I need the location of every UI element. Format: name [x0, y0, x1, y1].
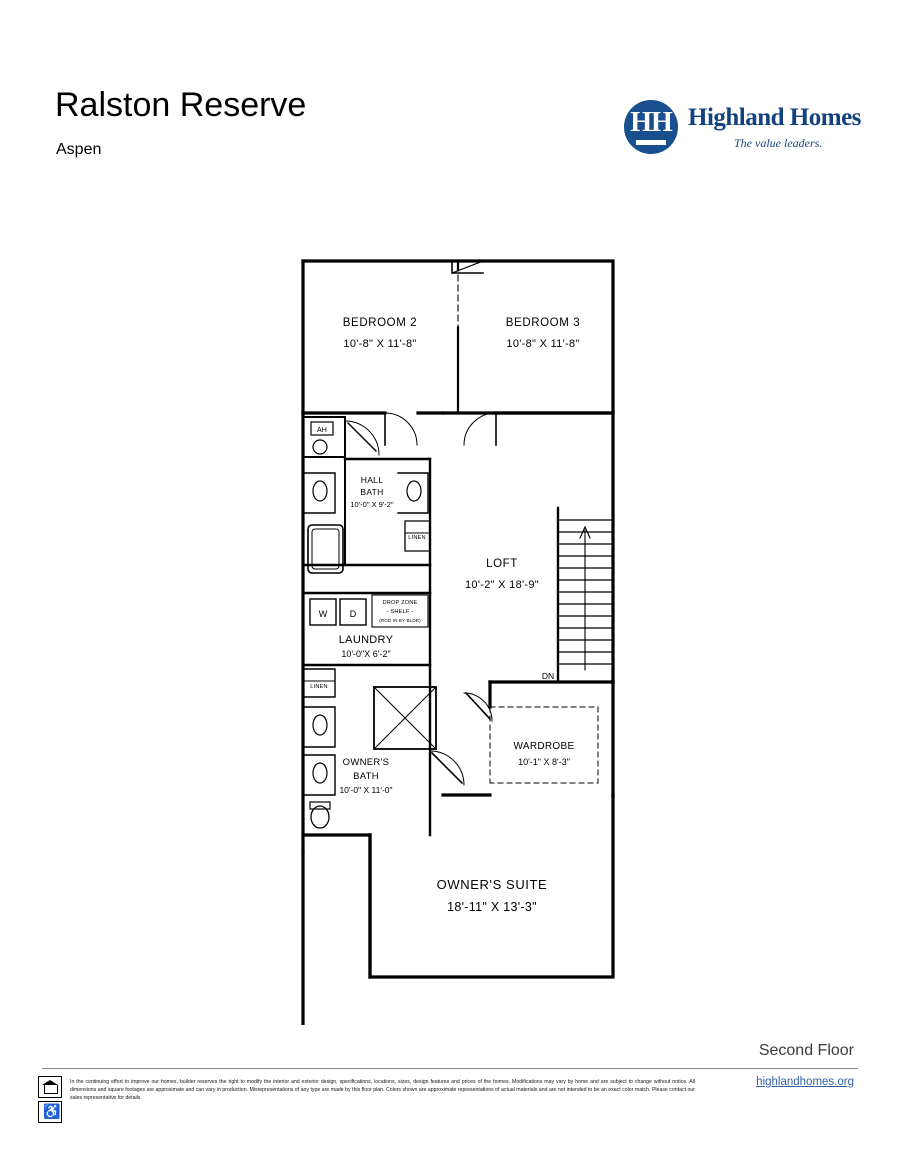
equal-housing-opportunity-icon [38, 1076, 62, 1098]
logo-bar [636, 140, 666, 145]
room-label-owners-suite: OWNER'S SUITE [436, 877, 548, 892]
floor-label: Second Floor [758, 1042, 854, 1059]
plan-name: Aspen [56, 141, 102, 158]
room-dim-bedroom-3: 10'-8" X 11'-8" [506, 338, 580, 350]
label-ah: AH [316, 427, 328, 434]
label-linen-1: LINEN [408, 535, 426, 541]
label-drop-zone-3: (ROD IN BY BLDR) [379, 618, 421, 623]
room-label-hall-bath-line2: BATH [360, 487, 384, 497]
room-label-bedroom-3: BEDROOM 3 [505, 317, 581, 329]
label-drop-zone-1: DROP ZONE [382, 600, 418, 606]
page-title: Ralston Reserve [55, 86, 307, 124]
room-dim-owners-suite: 18'-11" X 13'-3" [447, 900, 537, 914]
footer-badges [38, 1076, 64, 1126]
room-dim-owners-bath: 10'-0" X 11'-0" [339, 785, 393, 795]
room-dim-laundry: 10'-0"X 6'-2" [341, 649, 391, 659]
footer-divider [42, 1068, 858, 1069]
room-label-owners-bath-line1: OWNER'S [342, 757, 390, 768]
room-label-loft: LOFT [486, 558, 518, 570]
floorplan-drawing [0, 195, 900, 1025]
page-header [0, 0, 900, 190]
logo-brand-name: Highland Homes [688, 104, 861, 131]
logo-monogram-icon [624, 100, 678, 154]
brand-logo [624, 100, 861, 162]
room-label-bedroom-2: BEDROOM 2 [342, 317, 418, 329]
room-label-laundry: LAUNDRY [338, 634, 394, 646]
label-dryer: D [349, 609, 357, 619]
logo-tagline: The value leaders. [734, 136, 823, 150]
room-label-wardrobe: WARDROBE [513, 741, 575, 752]
room-dim-bedroom-2: 10'-8" X 11'-8" [343, 338, 417, 350]
room-label-owners-bath-line2: BATH [353, 771, 379, 782]
room-dim-wardrobe: 10'-1" X 8'-3" [518, 757, 570, 767]
label-linen-2: LINEN [310, 684, 328, 690]
room-dim-loft: 10'-2" X 18'-9" [465, 579, 539, 591]
floorplan-svg [0, 195, 900, 1025]
website-link[interactable]: highlandhomes.org [756, 1076, 854, 1088]
accessibility-icon: ♿ [38, 1101, 62, 1123]
label-washer: W [318, 609, 328, 619]
label-drop-zone-2: - SHELF - [386, 609, 414, 615]
logo-monogram-text: HH [630, 107, 672, 138]
room-label-hall-bath-line1: HALL [360, 475, 384, 485]
room-dim-hall-bath: 10'-0" X 9'-2" [350, 500, 394, 509]
disclaimer-text: In the continuing effort to improve our homes, builder reserves the right to modify the interior and exterior design, specifications, locations, sizes, design features and prices of the homes. Modifications may vary by home and are subject to change without notice. All dimensions and square footages are approximate and can vary in production. Misrepresentations of any type are made by this floor plan. Colors shown are approximate representations of actual materials and are not intended to be an exact color match. Please contact our sales representative for details. [70, 1079, 695, 1102]
label-stairs-down: DN [541, 671, 555, 681]
page-footer [0, 1034, 900, 1164]
